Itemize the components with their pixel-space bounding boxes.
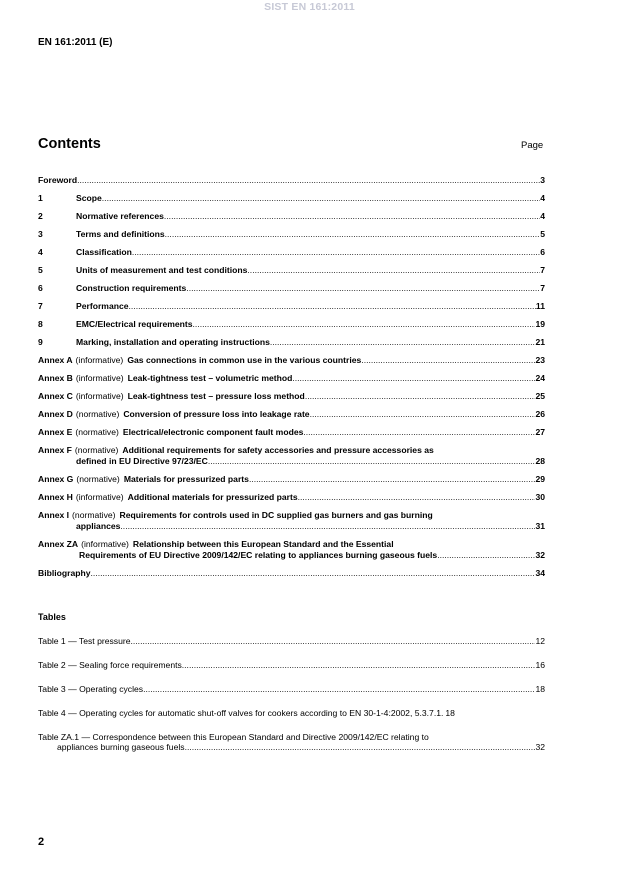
toc-entry-title: Marking, installation and operating instructions (76, 337, 270, 347)
page-title: Contents (38, 136, 101, 152)
dot-leader (437, 550, 535, 561)
toc-entry-number: 1 (38, 193, 43, 203)
annex-type: (informative) (81, 539, 129, 549)
toc-entry-title: Performance (76, 301, 129, 311)
dot-leader (310, 409, 536, 420)
toc-entry[interactable] (38, 193, 545, 204)
annex-page: 29 (535, 474, 545, 484)
annex-title: Materials for pressurized parts (123, 474, 249, 484)
annex-label: Annex E (38, 427, 73, 437)
toc-entry-page: 7 (540, 283, 545, 293)
annex-page: 23 (535, 355, 545, 365)
annex-page: 32 (535, 550, 545, 560)
toc-entry-page: 5 (540, 229, 545, 239)
annex-label: Annex G (38, 474, 74, 484)
dot-leader (305, 391, 536, 402)
annex-label: Annex I (38, 510, 70, 520)
table-entry-page: 18 (535, 684, 545, 694)
annex-page: 30 (535, 492, 545, 502)
dot-leader (120, 521, 535, 532)
toc-entry-page: 4 (540, 211, 545, 221)
annex-type: (informative) (75, 355, 124, 365)
toc-annex-entry[interactable] (38, 427, 545, 438)
toc-annex-entry[interactable] (38, 510, 545, 532)
annex-page: 27 (535, 427, 545, 437)
page-number: 2 (38, 836, 45, 848)
toc-annex-entry[interactable] (38, 391, 545, 402)
toc-entry[interactable] (38, 175, 545, 186)
dot-leader (247, 265, 540, 276)
dot-leader (193, 319, 536, 330)
page-column-label: Page (521, 140, 544, 151)
dot-leader (270, 337, 536, 348)
dot-leader (131, 636, 536, 647)
dot-leader (186, 283, 540, 294)
dot-leader (132, 247, 540, 258)
annex-label: Annex B (38, 373, 73, 383)
toc-annex-entry[interactable] (38, 539, 545, 561)
table-entry[interactable] (38, 684, 545, 695)
annex-title: Requirements for controls used in DC supplied gas burners and gas burning (119, 510, 433, 520)
toc-entry-title: Construction requirements (76, 283, 187, 293)
dot-leader (102, 193, 540, 204)
dot-leader (143, 684, 535, 695)
annex-page: 31 (535, 521, 545, 531)
toc-entry[interactable] (38, 247, 545, 258)
toc-entry[interactable] (38, 337, 545, 348)
annex-title: Additional materials for pressurized parts (127, 492, 298, 502)
dot-leader (249, 474, 535, 485)
annex-page: 26 (535, 409, 545, 419)
annex-label: Annex D (38, 409, 73, 419)
table-entry[interactable] (38, 636, 545, 647)
dot-leader (165, 229, 541, 240)
table-entry[interactable] (38, 660, 545, 671)
toc-annex-entry[interactable] (38, 474, 545, 485)
annex-title-continued: appliances (76, 521, 121, 531)
toc-annex-entry[interactable] (38, 373, 545, 384)
table-entry-za1[interactable] (38, 732, 545, 752)
annex-type: (normative) (74, 445, 119, 455)
toc-entry-page: 11 (535, 301, 545, 311)
dot-leader (129, 301, 536, 312)
annex-title-continued: Requirements of EU Directive 2009/142/EC relating to appliances burning gaseous fuels (79, 550, 438, 560)
dot-leader (182, 660, 536, 671)
annex-label: Annex ZA (38, 539, 79, 549)
table-entry-title: Table 3 — Operating cycles (38, 684, 144, 694)
toc-entry-number: 4 (38, 247, 43, 257)
toc-entry-bibliography[interactable] (38, 568, 545, 579)
annex-label: Annex F (38, 445, 72, 455)
toc-entry-number: 2 (38, 211, 43, 221)
document-code: EN 161:2011 (E) (38, 37, 113, 48)
toc-entry-title: Foreword (38, 175, 78, 185)
toc-entry-title: EMC/Electrical requirements (76, 319, 193, 329)
toc-entry-page: 3 (540, 175, 545, 185)
table-entry-page: 32 (535, 742, 545, 752)
annex-type: (informative) (75, 373, 124, 383)
annex-type: (informative) (75, 391, 124, 401)
annex-title: Electrical/electronic component fault modes (122, 427, 304, 437)
table-entry-title: Table 2 — Sealing force requirements (38, 660, 182, 670)
dot-leader (77, 175, 540, 186)
dot-leader (292, 373, 535, 384)
toc-entry-title: Units of measurement and test conditions (76, 265, 248, 275)
toc-entry-number: 8 (38, 319, 43, 329)
annex-title: Leak-tightness test – volumetric method (127, 373, 293, 383)
table-entry-title: Table 4 — Operating cycles for automatic shut-off valves for cookers according to EN 30-1-4:2002, 5.3.7.1. (38, 708, 444, 718)
toc-entry-page: 6 (540, 247, 545, 257)
annex-label: Annex H (38, 492, 73, 502)
toc-entry-title: Bibliography (38, 568, 91, 578)
annex-title: Leak-tightness test – pressure loss method (127, 391, 305, 401)
dot-leader (361, 355, 535, 366)
toc-entry-number: 3 (38, 229, 43, 239)
annex-type: (normative) (75, 427, 119, 437)
dot-leader (208, 456, 536, 467)
dot-leader (164, 211, 540, 222)
annex-page: 24 (535, 373, 545, 383)
toc-entry[interactable] (38, 265, 545, 276)
dot-leader (298, 492, 536, 503)
toc-annex-entry[interactable] (38, 492, 545, 503)
table-entry-page: 12 (535, 636, 545, 646)
toc-entry-page: 34 (535, 568, 545, 578)
annex-title-continued: defined in EU Directive 97/23/EC (76, 456, 208, 466)
toc-entry-number: 9 (38, 337, 43, 347)
table-entry-title: Table 1 — Test pressure (38, 636, 131, 646)
dot-leader (91, 568, 536, 579)
table-entry[interactable] (38, 708, 545, 719)
toc-entry-title: Classification (76, 247, 132, 257)
table-entry-title-continued: appliances burning gaseous fuels (57, 742, 185, 752)
annex-title: Conversion of pressure loss into leakage rate (123, 409, 310, 419)
list-of-tables (38, 636, 545, 752)
table-entry-title: Table ZA.1 — Correspondence between this European Standard and Directive 2009/142/EC relating to (38, 732, 429, 742)
dot-leader (185, 742, 536, 752)
table-entry-page: 18 (445, 708, 455, 718)
toc-entry[interactable] (38, 283, 545, 294)
toc-entry-page: 21 (535, 337, 545, 347)
toc-entry-title: Normative references (76, 211, 164, 221)
dot-leader (303, 427, 535, 438)
annex-type: (normative) (76, 474, 120, 484)
toc-entry-page: 7 (540, 265, 545, 275)
toc-entry-page: 4 (540, 193, 545, 203)
toc-entry-page: 19 (535, 319, 545, 329)
annex-label: Annex C (38, 391, 73, 401)
annex-type: (normative) (72, 510, 116, 520)
toc-annex-entry[interactable] (38, 445, 545, 467)
annex-type: (informative) (75, 492, 124, 502)
watermark: SIST EN 161:2011 (264, 1, 355, 13)
tables-heading: Tables (38, 612, 66, 622)
annex-label: Annex A (38, 355, 73, 365)
annex-page: 25 (535, 391, 545, 401)
annex-title: Gas connections in common use in the various countries (127, 355, 362, 365)
toc-entry-title: Terms and definitions (76, 229, 165, 239)
toc-entry[interactable] (38, 229, 545, 240)
toc-entry-number: 6 (38, 283, 43, 293)
annex-page: 28 (535, 456, 545, 466)
annex-type: (normative) (75, 409, 120, 419)
toc-annex-entry[interactable] (38, 409, 545, 420)
toc-entry[interactable] (38, 301, 545, 312)
table-entry-page: 16 (535, 660, 545, 670)
annex-title: Relationship between this European Standard and the Essential (132, 539, 394, 549)
table-of-contents (38, 175, 545, 579)
toc-entry-number: 7 (38, 301, 43, 311)
toc-entry[interactable] (38, 211, 545, 222)
toc-annex-entry[interactable] (38, 355, 545, 366)
toc-entry[interactable] (38, 319, 545, 330)
toc-entry-number: 5 (38, 265, 43, 275)
annex-title: Additional requirements for safety accessories and pressure accessories as (122, 445, 434, 455)
toc-entry-title: Scope (76, 193, 102, 203)
